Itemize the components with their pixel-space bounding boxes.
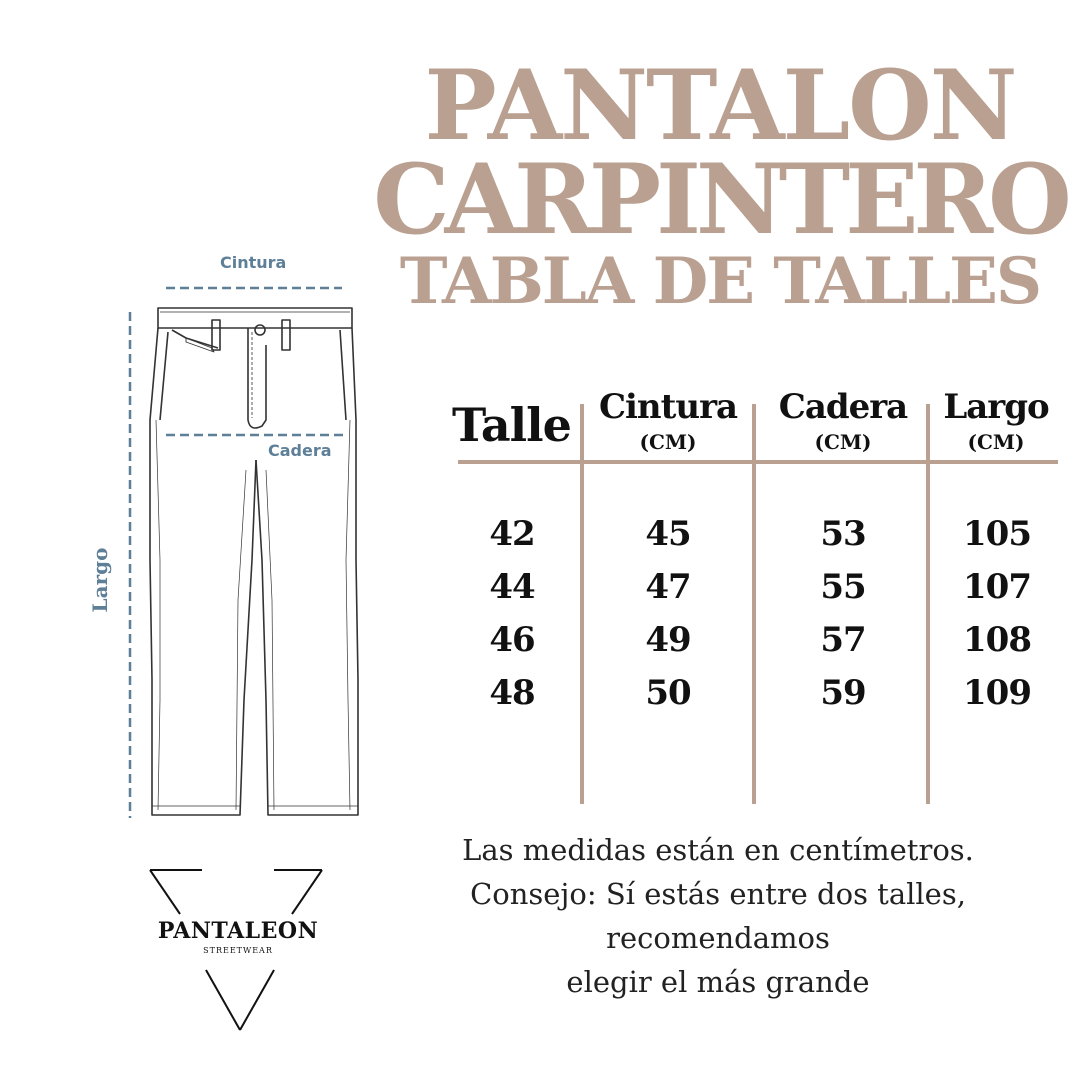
note-line-1: Las medidas están en centímetros. (462, 833, 974, 867)
cell-largo: 105 (963, 514, 1031, 554)
cadera-label: Cadera (268, 441, 332, 460)
logo-tagline: STREETWEAR (203, 946, 273, 955)
logo-name: PANTALEON (157, 918, 319, 944)
header-largo-label: Largo (943, 387, 1049, 427)
header-largo (934, 387, 1058, 454)
table-row (452, 614, 1062, 667)
cell-cadera: 55 (820, 567, 866, 607)
table-row (452, 561, 1062, 614)
title-line-3: TABLA DE TALLES (399, 244, 1041, 319)
table-row (452, 508, 1062, 561)
header-talle: Talle (452, 398, 571, 452)
largo-label: Largo (88, 547, 112, 613)
brand-logo (148, 862, 328, 1040)
pants-diagram (0, 0, 380, 840)
title-line-2: CARPINTERO (373, 143, 1067, 256)
header-divider (458, 460, 1058, 464)
header-cadera (764, 387, 922, 454)
cell-cadera: 59 (820, 673, 866, 713)
cell-cadera: 53 (820, 514, 866, 554)
note-line-3: elegir el más grande (566, 965, 870, 999)
cell-talle: 48 (489, 673, 535, 713)
header-largo-unit: (CM) (967, 430, 1025, 454)
pants-outline (150, 308, 358, 815)
table-row (452, 667, 1062, 720)
header-cadera-label: Cadera (778, 387, 908, 427)
cell-talle: 42 (489, 514, 535, 554)
header-cintura-unit: (CM) (639, 430, 697, 454)
cell-cintura: 50 (645, 673, 691, 713)
cell-largo: 109 (963, 673, 1031, 713)
cell-talle: 46 (489, 620, 535, 660)
header-cintura-label: Cintura (598, 387, 738, 427)
title-line-1: PANTALON (424, 49, 1016, 162)
table-body (452, 508, 1062, 720)
header-cintura (590, 387, 746, 454)
measurement-note (360, 828, 1076, 1004)
cell-cintura: 45 (645, 514, 691, 554)
cell-largo: 107 (963, 567, 1031, 607)
cell-cadera: 57 (820, 620, 866, 660)
cell-cintura: 47 (645, 567, 691, 607)
note-line-2: Consejo: Sí estás entre dos talles, recomendamos (470, 877, 966, 955)
header-cadera-unit: (CM) (814, 430, 872, 454)
cell-largo: 108 (963, 620, 1031, 660)
cintura-label: Cintura (220, 253, 287, 272)
cell-talle: 44 (489, 567, 535, 607)
cell-cintura: 49 (645, 620, 691, 660)
